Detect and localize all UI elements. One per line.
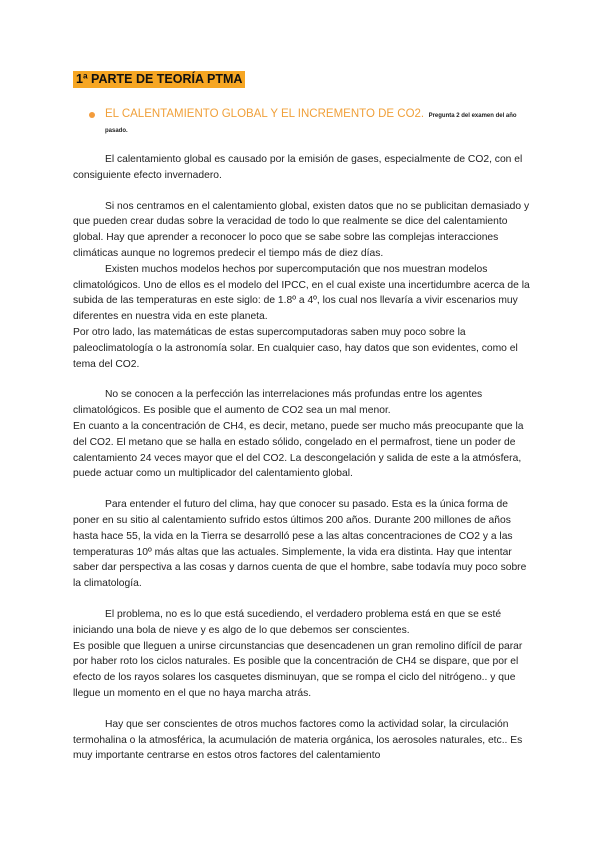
bullet-heading: EL CALENTAMIENTO GLOBAL Y EL INCREMENTO DE CO2. xyxy=(105,108,425,120)
paragraph: Es posible que lleguen a unirse circunstancias que desencadenen un gran remolino difícil de parar por haber roto los ciclos naturales. Es posible que la concentración de CH4 se dispare, que por el efecto de los rayos solares los casquetes disminuyan, que se rompa el ciclo del nitrógeno.. y que llegue un momento en el que no haya marcha atrás. xyxy=(73,640,523,699)
paragraph: Hay que ser conscientes de otros muchos factores como la actividad solar, la circulación termohalina o la atmosférica, la acumulación de materia orgánica, los aerosoles naturales, etc.. Es muy importante centrarse en estos otros factores del calentamiento xyxy=(73,718,523,762)
paragraph: Existen muchos modelos hechos por supercomputación que nos muestran modelos climatológicos. Uno de ellos es el modelo del IPCC, en el cual existe una incertidumbre acerca de la subida de las temperaturas en este siglo: de 1.8º a 4º, los cual nos llevaría a vivir escenarios muy diferentes en nuestra vida en este planeta. xyxy=(73,263,530,323)
bullet-dot-icon xyxy=(89,112,95,118)
paragraph: El problema, no es lo que está sucediendo, el verdadero problema está en que se esté iniciando una bola de nieve y es algo de lo que debemos ser conscientes. xyxy=(73,608,502,636)
bullet-item xyxy=(73,106,530,136)
paragraph: No se conocen a la perfección las interrelaciones más profundas entre los agentes climatológicos. Es posible que el aumento de CO2 sea un mal menor. xyxy=(73,389,483,417)
section-title: 1ª PARTE DE TEORÍA PTMA xyxy=(73,71,245,88)
paragraph: Para entender el futuro del clima, hay que conocer su pasado. Esta es la única forma de poner en su sitio al calentamiento sufrido estos últimos 200 años. Durante 200 millones de años hasta hace 55, la vida en la Tierra se desarrolló pese a las altas concentraciones de CO2 y a las temperaturas 10º más altas que las actuales. Simplemente, la vida era distinta. Hay que intentar saber dar perspectiva a las cosas y darnos cuenta de que el hombre, sabe todavía muy poco sobre la climatología. xyxy=(73,499,527,590)
bullet-note: Pregunta 2 del examen del año pasado. xyxy=(105,113,517,134)
paragraph: El calentamiento global es causado por la emisión de gases, especialmente de CO2, con el consiguiente efecto invernadero. xyxy=(73,154,523,181)
paragraph: Por otro lado, las matemáticas de estas supercomputadoras saben muy poco sobre la paleoclimatología o la astronomía solar. En cualquier caso, hay datos que son evidentes, como el tema del CO2. xyxy=(73,326,518,370)
paragraph: En cuanto a la concentración de CH4, es decir, metano, puede ser mucho más preocupante que la del CO2. El metano que se halla en estado sólido, congelado en el permafrost, tiene un poder de calentamiento 24 veces mayor que el del CO2. La descongelación y salida de este a la atmósfera, puede actuar como un multiplicador del calentamiento global. xyxy=(73,420,524,480)
paragraph: Si nos centramos en el calentamiento global, existen datos que no se publicitan demasiado y que pueden crear dudas sobre la veracidad de todo lo que realmente se dice del calentamiento global. Hay que aprender a reconocer lo poco que se sabe sobre las complejas interacciones climáticas aunque no logremos predecir el tiempo más de diez días. xyxy=(73,200,530,259)
bullet-text xyxy=(105,106,530,136)
